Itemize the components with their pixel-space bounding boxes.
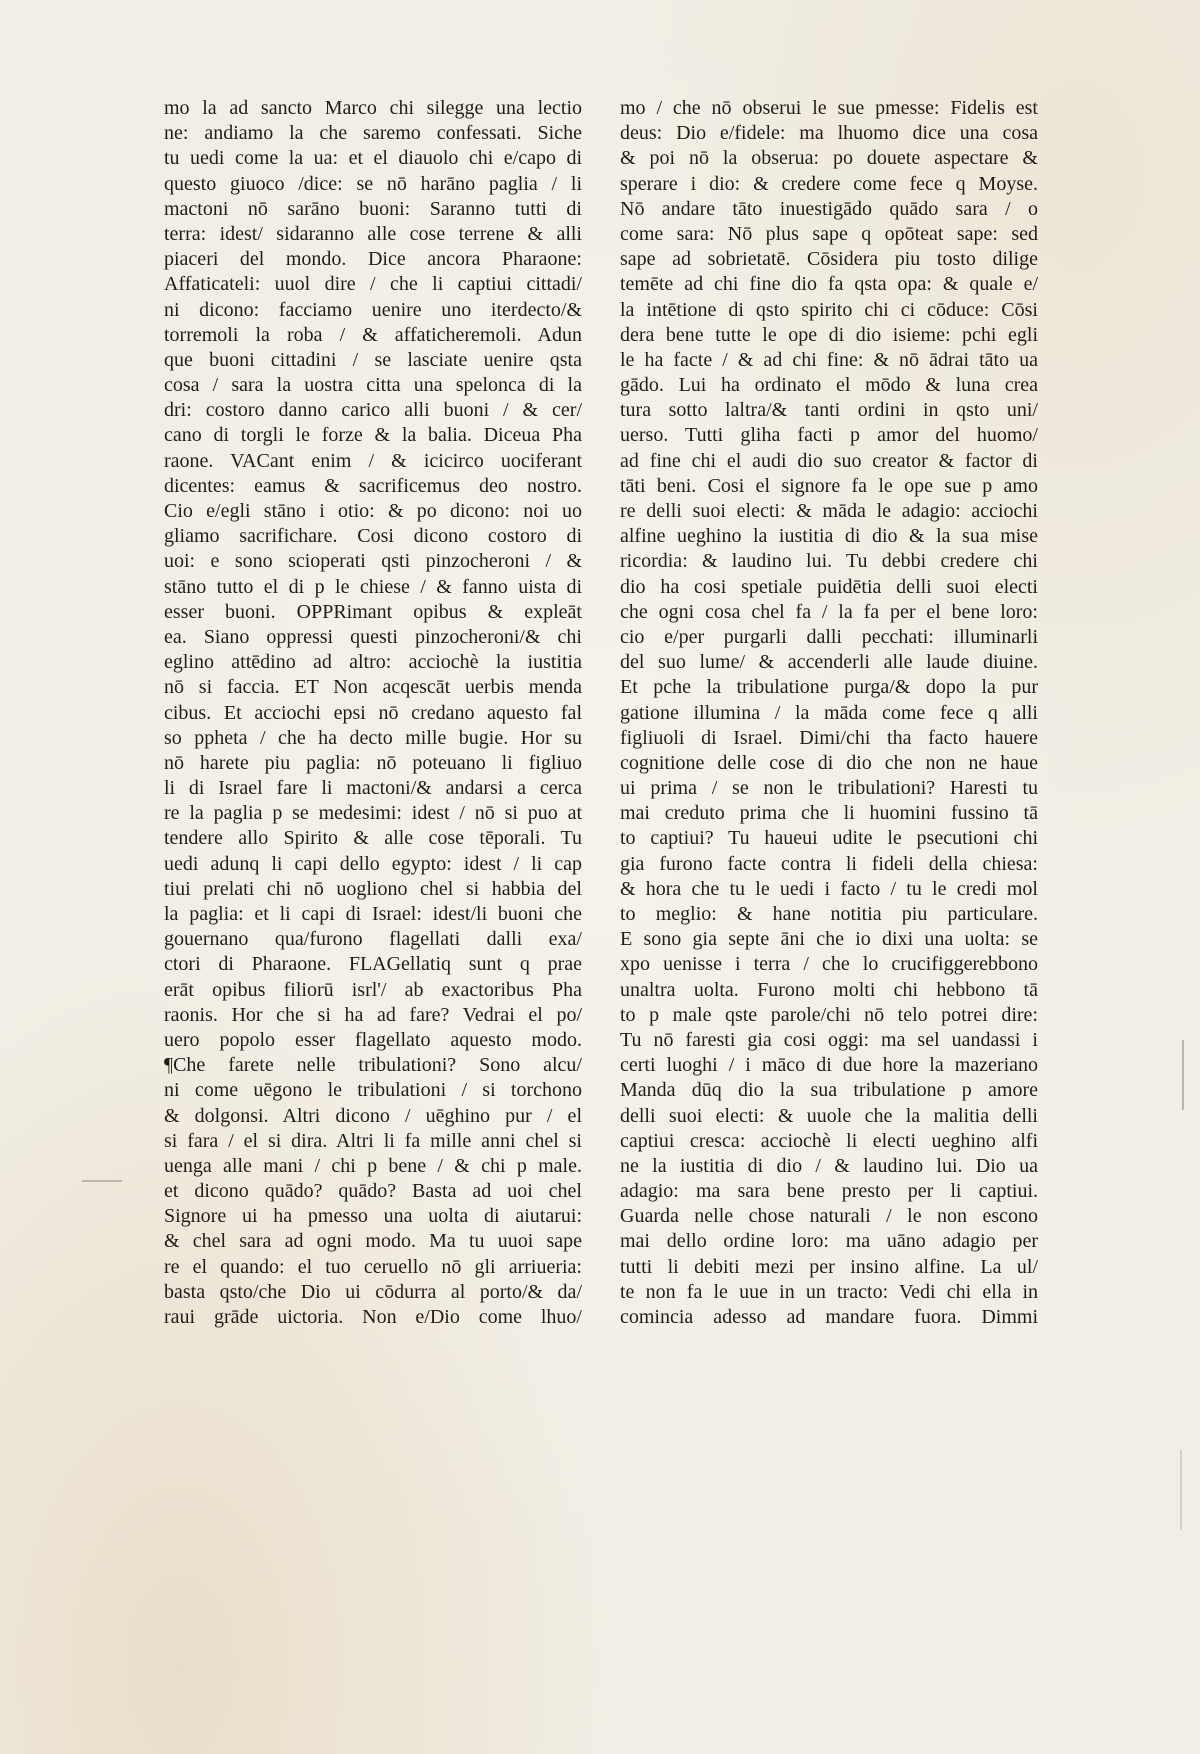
text-line: ui prima / se non le tribulationi? Haresti tu <box>620 777 1038 800</box>
text-line: & dolgonsi. Altri dicono / uēghino pur / el <box>164 1104 582 1127</box>
text-line: raone. VACant enim / & icicirco uociferant <box>164 449 582 472</box>
text-line: ¶Che farete nelle tribulationi? Sono alcu/ <box>164 1054 582 1077</box>
text-line: tiui prelati chi nō uogliono chel si habbia del <box>164 877 582 900</box>
text-line: cosa / sara la uostra citta una spelonca di la <box>164 374 582 397</box>
text-line: et dicono quādo? quādo? Basta ad uoi chel <box>164 1180 582 1203</box>
text-line: Nō andare tāto inuestigādo quādo sara / o <box>620 197 1038 220</box>
text-line: stāno tutto el di p le chiese / & fanno uista di <box>164 575 582 598</box>
text-line: si fara / el si dira. Altri li fa mille anni chel si <box>164 1129 582 1152</box>
text-line: la paglia: et li capi di Israel: idest/li buoni che <box>164 903 582 925</box>
text-line: & hora che tu le uedi i facto / tu le credi mol <box>620 877 1038 900</box>
text-line: questo giuoco /dice: se nō harāno paglia / li <box>164 172 582 195</box>
left-text-column <box>164 96 582 1330</box>
text-line: so ppheta / che ha decto mille bugie. Hor su <box>164 726 582 749</box>
text-line: mai dello ordine loro: ma uāno adagio per <box>620 1230 1038 1253</box>
text-line: mo la ad sancto Marco chi silegge una lectio <box>164 97 582 119</box>
text-line: le ha facte / & ad chi fine: & nō ādrai tāto ua <box>620 348 1038 371</box>
text-line: tura sotto laltra/& tanti ordini in qsto uni/ <box>620 399 1038 422</box>
text-line: erāt opibus filiorū isrl'/ ab exactoribus Pha <box>164 978 582 1001</box>
text-line: Tu nō faresti gia cosi oggi: ma sel uandassi i <box>620 1028 1038 1051</box>
text-line: uoi: e sono scioperati qsti pinzocheroni / & <box>164 550 582 573</box>
text-line: tu uedi come la ua: et el diauolo chi e/capo di <box>164 147 582 170</box>
text-line: adagio: ma sara bene presto per li captiui. <box>620 1180 1038 1203</box>
text-line: esser buoni. OPPRimant opibus & expleāt <box>164 600 582 623</box>
text-line: mactoni nō sarāno buoni: Saranno tutti di <box>164 197 582 220</box>
text-line: uedi adunq li capi dello egypto: idest / li cap <box>164 852 582 875</box>
text-line: certi luoghi / i māco di due hore la mazeriano <box>620 1054 1038 1077</box>
text-line: re delli suoi electi: & māda le adagio: acciochi <box>620 500 1038 522</box>
text-line: nō harete piu paglia: nō poteuano li figliuo <box>164 751 582 774</box>
text-line: gādo. Lui ha ordinato el mōdo & luna crea <box>620 374 1038 397</box>
text-line: Affaticateli: uuol dire / che li captiui cittadi/ <box>164 273 582 296</box>
right-text-column <box>620 96 1038 1330</box>
text-line: tendere allo Spirito & alle cose tēporali. Tu <box>164 827 582 850</box>
text-line: tāti beni. Cosi el signore fa le ope sue p amo <box>620 474 1038 497</box>
text-line: uenga alle mani / chi p bene / & chi p male. <box>164 1154 582 1177</box>
text-line: ricordia: & laudino lui. Tu debbi credere chi <box>620 550 1038 573</box>
text-line: ne: andiamo la che saremo confessati. Siche <box>164 122 582 145</box>
text-line: tutti li debiti mezi per insino alfine. La ul/ <box>620 1255 1038 1278</box>
text-line: re el quando: el tuo ceruello nō gli arriueria: <box>164 1255 582 1278</box>
text-line: que buoni cittadini / se lasciate uenire qsta <box>164 348 582 371</box>
text-line: captiui cresca: acciochè li electi ueghino alfi <box>620 1129 1038 1152</box>
text-line: re la paglia p se medesimi: idest / nō si puo at <box>164 802 582 825</box>
text-line: cano di torgli le forze & la balia. Diceua Pha <box>164 424 582 447</box>
text-line: Signore ui ha pmesso una uolta di aiutarui: <box>164 1205 582 1228</box>
text-line: dio ha cosi spetiale puidētia delli suoi electi <box>620 575 1038 598</box>
text-line: dera bene tutte le ope di dio isieme: pchi egli <box>620 323 1038 346</box>
text-line: alfine ueghino la iustitia di dio & la sua mise <box>620 525 1038 548</box>
text-line: comincia adesso ad mandare fuora. Dimmi <box>620 1306 1038 1328</box>
text-line: gatione illumina / la māda come fece q alli <box>620 701 1038 724</box>
text-line: basta qsto/che Dio ui cōdurra al porto/& da/ <box>164 1280 582 1303</box>
text-line: to meglio: & hane notitia piu particulare. <box>620 903 1038 925</box>
text-line: deus: Dio e/fidele: ma lhuomo dice una cosa <box>620 122 1038 145</box>
text-line: raui grāde uictoria. Non e/Dio come lhuo/ <box>164 1306 582 1328</box>
text-line: dri: costoro danno carico alli buoni / & cer/ <box>164 399 582 422</box>
text-line: sape ad sobrietatē. Cōsidera piu tosto dilige <box>620 248 1038 271</box>
text-line: sperare i dio: & credere come fece q Moyse. <box>620 172 1038 195</box>
text-line: to p male qste parole/chi nō telo potrei dire: <box>620 1003 1038 1026</box>
text-line: Guarda nelle chose naturali / le non escono <box>620 1205 1038 1228</box>
text-line: te non fa le uue in un tracto: Vedi chi ella in <box>620 1280 1038 1303</box>
text-line: unaltra uolta. Furono molti chi hebbono tā <box>620 978 1038 1001</box>
text-line: & poi nō la obserua: po douete aspectare & <box>620 147 1038 170</box>
text-line: E sono gia septe āni che io dixi una uolta: se <box>620 928 1038 951</box>
text-line: mo / che nō obserui le sue pmesse: Fidelis est <box>620 97 1038 119</box>
text-line: che ogni cosa chel fa / la fa per el bene loro: <box>620 600 1038 623</box>
text-line: del suo lume/ & accenderli alle laude diuine. <box>620 651 1038 674</box>
text-line: to captiui? Tu haueui udite le psecutioni chi <box>620 827 1038 850</box>
text-line: xpo uenisse i terra / che lo crucifiggerebbono <box>620 953 1038 976</box>
text-line: gliamo sacrifichare. Cosi dicono costoro di <box>164 525 582 548</box>
text-line: torremoli la roba / & affaticheremoli. Adun <box>164 323 582 346</box>
text-line: ad fine chi el audi dio suo creator & factor di <box>620 449 1038 472</box>
text-line: Et pche la tribulatione purga/& dopo la pur <box>620 676 1038 699</box>
text-line: Cio e/egli stāno i otio: & po dicono: noi uo <box>164 500 582 522</box>
text-line: dicentes: eamus & sacrificemus deo nostro. <box>164 474 582 497</box>
text-line: cibus. Et acciochi epsi nō credano aquesto fal <box>164 701 582 724</box>
margin-mark <box>1180 1450 1182 1530</box>
text-line: uerso. Tutti gliha facti p amor del huomo/ <box>620 424 1038 447</box>
text-line: Manda dūq dio la sua tribulatione p amore <box>620 1079 1038 1102</box>
text-line: ea. Siano oppressi questi pinzocheroni/& chi <box>164 625 582 648</box>
text-line: gouernano qua/furono flagellati dalli exa/ <box>164 928 582 951</box>
text-line: cio e/per purgarli dalli pecchati: illuminarli <box>620 625 1038 648</box>
text-line: figliuoli di Israel. Dimi/chi tha facto hauere <box>620 726 1038 749</box>
text-line: eglino attēdino ad altro: acciochè la iustitia <box>164 651 582 674</box>
text-line: raonis. Hor che si ha ad fare? Vedrai el po/ <box>164 1003 582 1026</box>
text-line: & chel sara ad ogni modo. Ma tu uuoi sape <box>164 1230 582 1253</box>
text-line: piaceri del mondo. Dice ancora Pharaone: <box>164 248 582 271</box>
margin-mark <box>1182 1040 1184 1110</box>
text-line: nō si faccia. ET Non acqescāt uerbis menda <box>164 676 582 699</box>
text-line: ni come uēgono le tribulationi / si torchono <box>164 1079 582 1102</box>
text-line: mai creduto prima che li huomini fussino tā <box>620 802 1038 825</box>
text-line: li di Israel fare li mactoni/& andarsi a cerca <box>164 777 582 800</box>
text-line: ctori di Pharaone. FLAGellatiq sunt q prae <box>164 953 582 976</box>
text-line: ne la iustitia di dio / & laudino lui. Dio ua <box>620 1154 1038 1177</box>
text-line: come sara: Nō plus sape q opōteat sape: sed <box>620 222 1038 245</box>
text-line: gia furono facte contra li fideli della chiesa: <box>620 852 1038 875</box>
text-line: la intētione di qsto spirito chi ci cōduce: Cōsi <box>620 298 1038 321</box>
text-line: terra: idest/ sidaranno alle cose terrene & alli <box>164 222 582 245</box>
text-line: temēte ad chi fine dio fa qsta opa: & quale e/ <box>620 273 1038 296</box>
text-line: uero popolo esser flagellato aquesto modo. <box>164 1028 582 1051</box>
text-line: delli suoi electi: & uuole che la malitia delli <box>620 1104 1038 1127</box>
text-line: ni dicono: facciamo uenire uno iterdecto/& <box>164 298 582 321</box>
margin-mark <box>82 1180 122 1182</box>
text-line: cognitione delle cose di dio che non ne haue <box>620 751 1038 774</box>
